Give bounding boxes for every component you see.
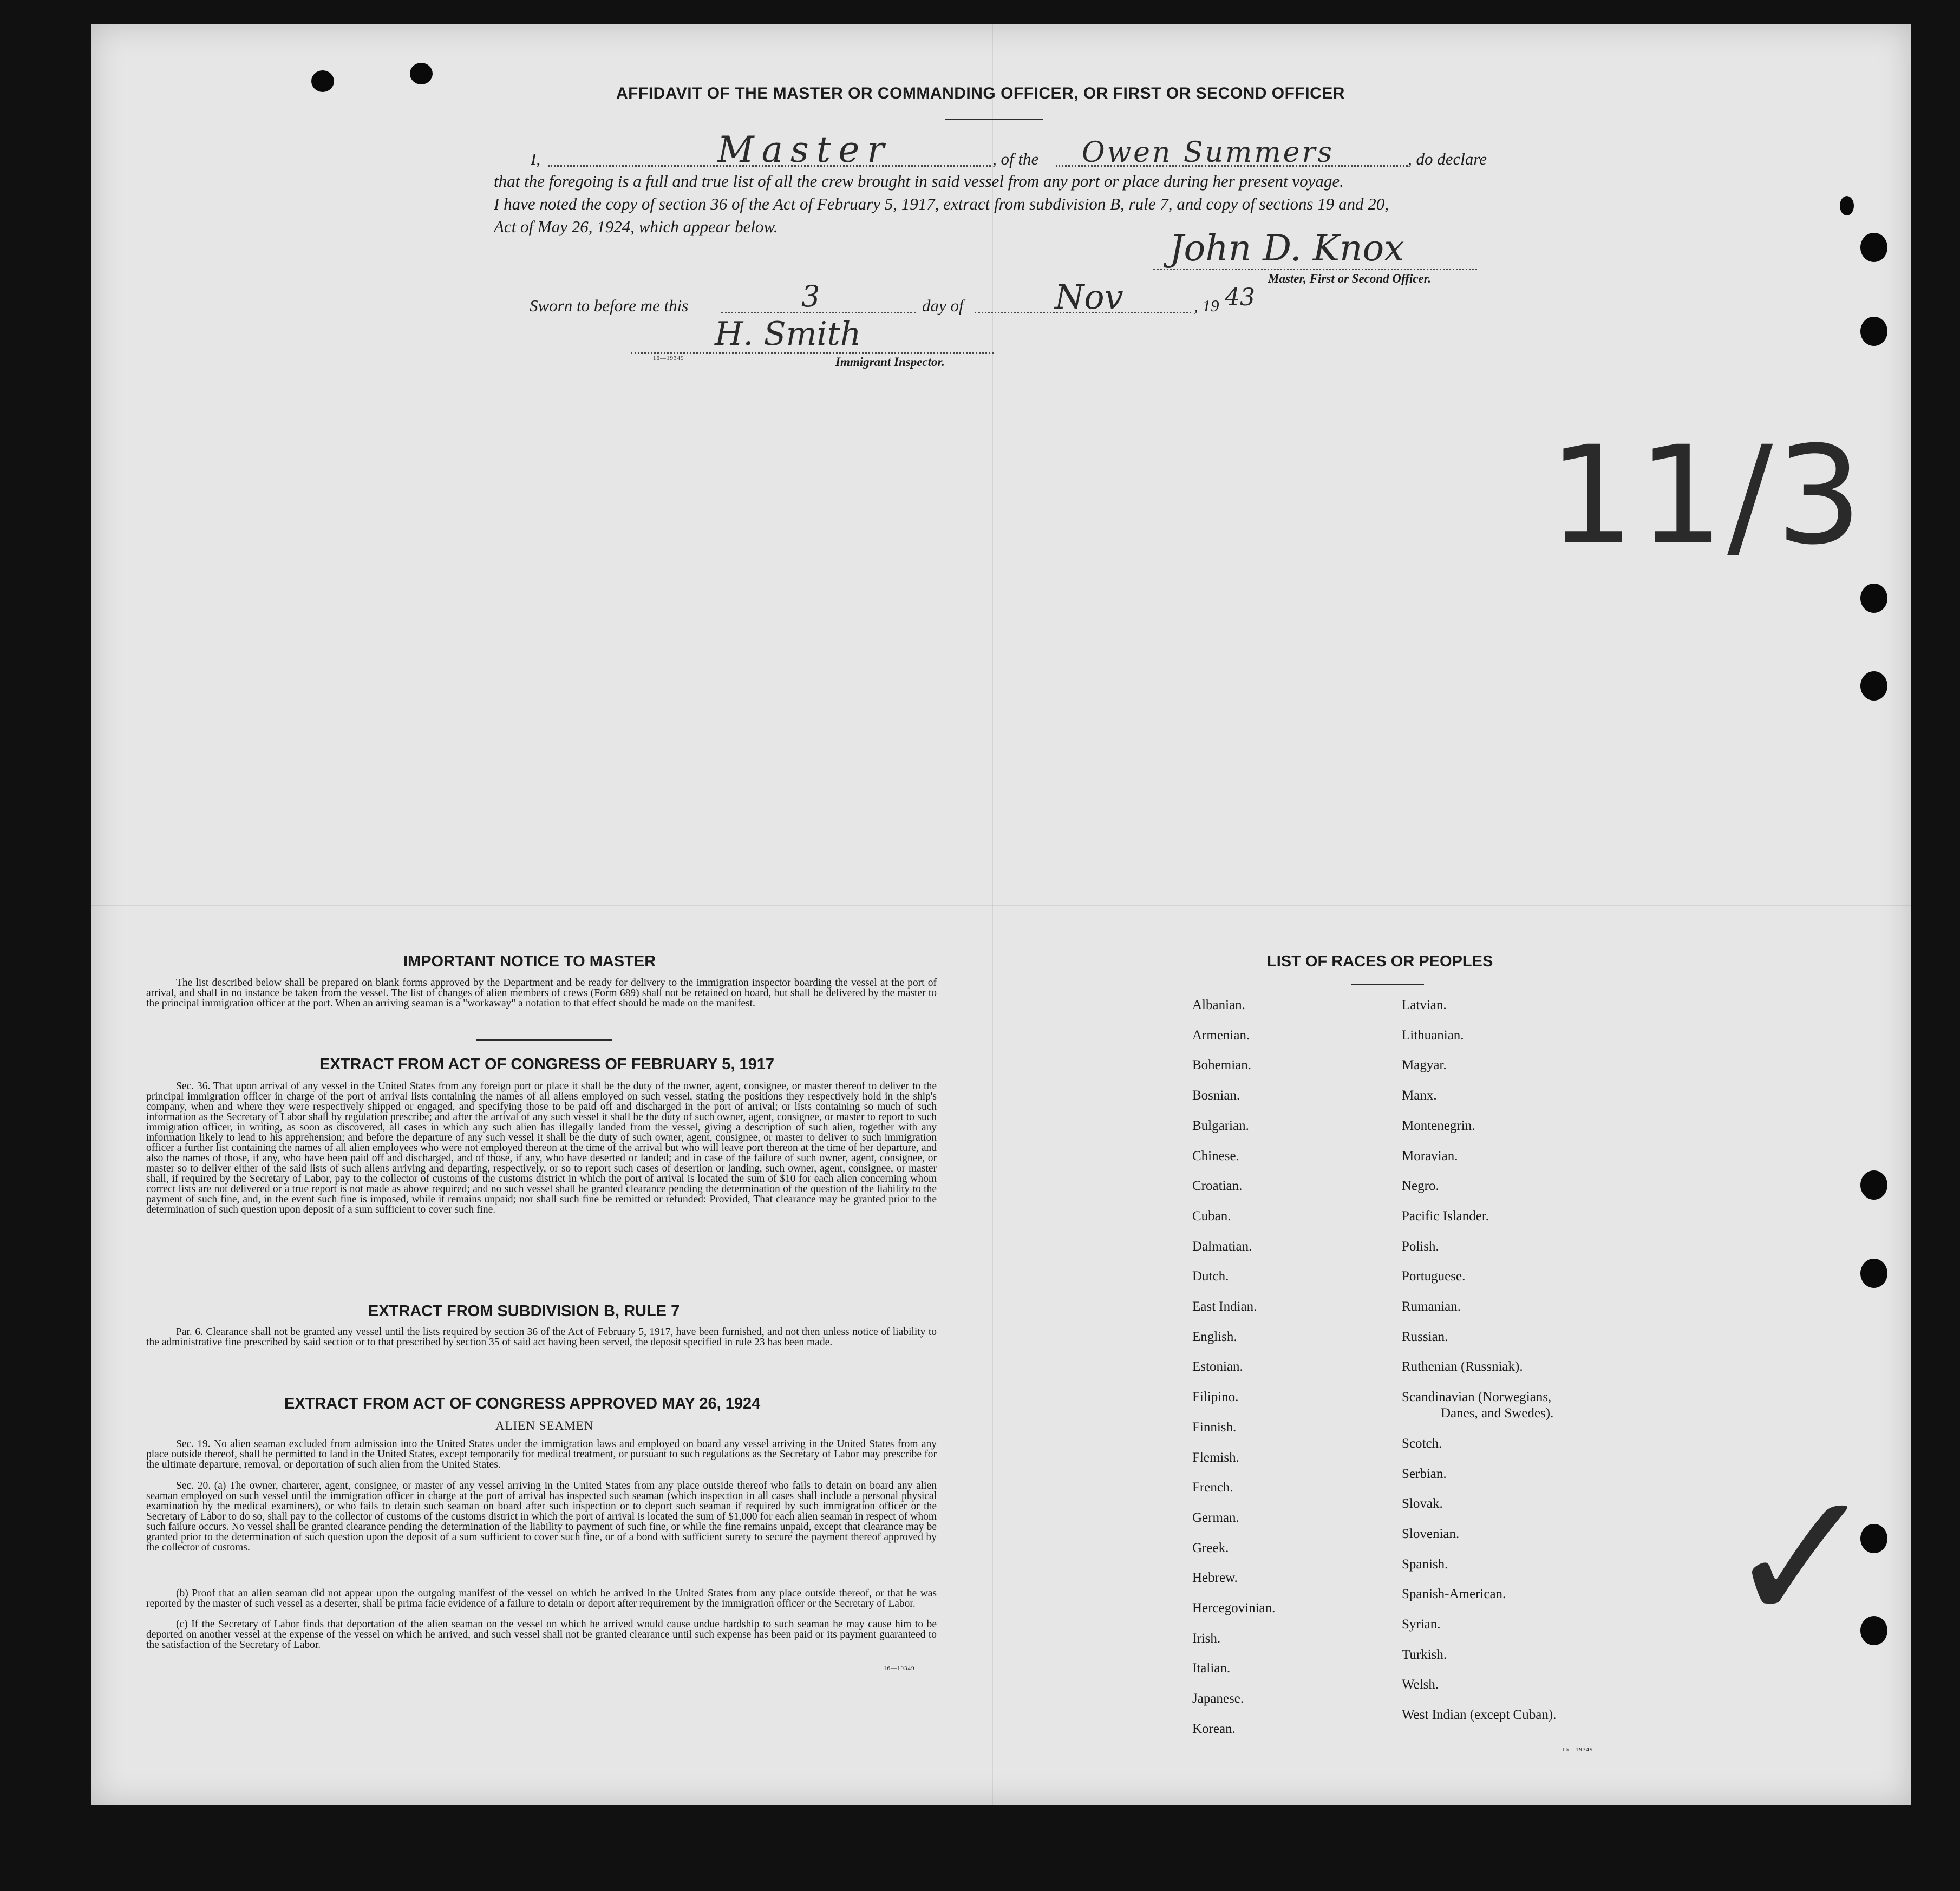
affidavit-line-2: that the foregoing is a full and true list of all the crew brought in said vessel from any port or place during her present voyage. bbox=[494, 172, 1344, 191]
check-mark-annotation: ✓ bbox=[1724, 1451, 1879, 1665]
i-label: I, bbox=[531, 149, 541, 168]
fold-line-vertical bbox=[992, 24, 993, 1805]
binder-hole-small bbox=[1840, 196, 1854, 215]
master-signature: John D. Knox bbox=[1170, 227, 1404, 269]
race-item: Greek. bbox=[1192, 1540, 1229, 1555]
race-item: Lithuanian. bbox=[1402, 1028, 1464, 1043]
race-item: Hercegovinian. bbox=[1192, 1601, 1276, 1615]
race-item: Hebrew. bbox=[1192, 1571, 1238, 1586]
inspector-signature-line[interactable] bbox=[631, 352, 994, 354]
race-item: Italian. bbox=[1192, 1661, 1231, 1676]
fold-line-horizontal bbox=[91, 905, 1911, 906]
race-item: Magyar. bbox=[1402, 1058, 1447, 1073]
signature-caption: Master, First or Second Officer. bbox=[1268, 272, 1432, 285]
race-item: Scotch. bbox=[1402, 1436, 1442, 1451]
extract-rule7-text: Par. 6. Clearance shall not be granted any vessel until the lists required by section 36 of the Act of February 5, 1917, have been furnished, and not then unless notice of liability to the administrative fine prescribed by said section or to that prescribed by section 35 of said act having been served, the deposit specified in rule 23 has been made. bbox=[146, 1326, 937, 1348]
race-item: Rumanian. bbox=[1402, 1299, 1461, 1314]
binder-hole bbox=[1860, 671, 1887, 701]
day-field-value: 3 bbox=[801, 279, 820, 313]
race-item: Croatian. bbox=[1192, 1179, 1243, 1194]
binder-hole bbox=[1860, 233, 1887, 262]
name-field-value: Master bbox=[717, 129, 892, 171]
race-item: Armenian. bbox=[1192, 1028, 1250, 1043]
binder-hole-small bbox=[311, 70, 334, 92]
race-item: Korean. bbox=[1192, 1721, 1236, 1736]
race-item: Bohemian. bbox=[1192, 1058, 1252, 1073]
race-item: Moravian. bbox=[1402, 1148, 1458, 1163]
race-item: Slovenian. bbox=[1402, 1526, 1460, 1541]
sec-20c-text: (c) If the Secretary of Labor finds that deportation of the alien seaman on the vessel on which he arrived would cause undue hardship to such seaman he may cause him to be deported on another vessel at the expense of the vessel on which he arrived, and such vessel shall not be granted clearance until such expense has been paid or its payment guaranteed to the satisfaction of the Secretary of Labor. bbox=[146, 1619, 937, 1651]
notice-divider bbox=[476, 1039, 612, 1041]
inspector-signature: H. Smith bbox=[715, 315, 861, 353]
race-item: Bosnian. bbox=[1192, 1088, 1240, 1103]
day-of-label: day of bbox=[922, 296, 964, 315]
race-item: Welsh. bbox=[1402, 1677, 1439, 1692]
sec-20b-text: (b) Proof that an alien seaman did not appear upon the outgoing manifest of the vessel on which he arrived in the United States from any place outside thereof, or that he was reported by the master of such vessel as a deserter, shall be prima facie evidence of a failure to detain or deport after requirement by the immigration officer or the Secretary of Labor. bbox=[146, 1588, 937, 1609]
extract-1917-heading: EXTRACT FROM ACT OF CONGRESS OF FEBRUARY 5, 1917 bbox=[319, 1056, 775, 1073]
extract-1917-text: Sec. 36. That upon arrival of any vessel in the United States from any foreign port or place it shall be the duty of the owner, agent, consignee, or master thereof to deliver to the principal immigration officer in charge of the port of arrival lists containing the names of all aliens employed on such vessel, stating the positions they respectively hold in the ship's company, when and where they were respectively shipped or engaged, and specifying those to be paid off and discharged in the port of arrival; or lists containing so much of such information as the Secretary of Labor shall by regulation prescribe; and after the arrival of any such vessel it shall be the duty of such owner, agent, consignee, or master to report to such immigration officer, in writing, as soon as discovered, all cases in which any such alien has illegally landed from the vessel, giving a description of such alien, together with any information likely to lead to his apprehension; and before the departure of any such vessel it shall be the duty of such owner, agent, consignee, or master to deliver to such immigration officer a further list containing the names of all alien employees who were not employed thereon at the time of the arrival but who will leave port thereon at the time of her departure, and also the names of those, if any, who have been paid off and discharged, and of those, if any, who have deserted or landed; and in case of the failure of such owner, agent, consignee, or master so to deliver either of the said lists of such aliens arriving and departing, respectively, or so to report such cases of desertion or landing, such owner, agent, consignee, or master shall, if required by the Secretary of Labor, pay to the collector of customs of the customs district in which the port of arrival is located the sum of $10 for each alien concerning whom correct lists are not delivered or a true report is not made as above required; and no such vessel shall be granted clearance pending the determination of the question of the liability to the payment of such fine, and, in the event such fine is imposed, while it remains unpaid; nor shall such fine be remitted or refunded: Provided, That clearance may be granted prior to the determination of such question upon deposit of a sum sufficient to cover such fine. bbox=[146, 1081, 937, 1215]
race-item: Dutch. bbox=[1192, 1269, 1229, 1284]
notice-heading: IMPORTANT NOTICE TO MASTER bbox=[403, 953, 656, 970]
extract-form-number: 16—19349 bbox=[884, 1665, 915, 1672]
sec-19-text: Sec. 19. No alien seaman excluded from admission into the United States under the immigration laws and employed on board any vessel arriving in the United States from any place outside thereof, shall be permitted to land in the United States, except temporarily for medical treatment, or pursuant to such regulations as the Secretary of Labor may prescribe for the ultimate departure, removal, or deportation of such alien from the United States. bbox=[146, 1438, 937, 1470]
race-item: Cuban. bbox=[1192, 1208, 1231, 1223]
affidavit-form-number: 16—19349 bbox=[653, 355, 684, 362]
race-item: Portuguese. bbox=[1402, 1269, 1466, 1284]
race-item: Ruthenian (Russniak). bbox=[1402, 1359, 1523, 1375]
vessel-field-value: Owen Summers bbox=[1082, 136, 1334, 169]
affidavit-line-4: Act of May 26, 1924, which appear below. bbox=[494, 217, 778, 236]
race-item: East Indian. bbox=[1192, 1299, 1257, 1314]
affidavit-title: AFFIDAVIT OF THE MASTER OR COMMANDING OFFICER, OR FIRST OR SECOND OFFICER bbox=[616, 84, 1345, 102]
binder-hole bbox=[1860, 584, 1887, 613]
race-item: Latvian. bbox=[1402, 998, 1447, 1012]
race-item: Flemish. bbox=[1192, 1450, 1239, 1465]
notice-text: The list described below shall be prepared on blank forms approved by the Department and be ready for delivery to the immigration inspector boarding the vessel at the port of arrival, and shall in no instance be taken from the vessel. The list of changes of alien members of crews (Form 689) shall not be retained on board, but shall be delivered by the master to the principal immigration officer at the port. When an arriving seaman is a "workaway" a notation to that effect should be made on the manifest. bbox=[146, 977, 937, 1009]
affidavit-line-3: I have noted the copy of section 36 of the Act of February 5, 1917, extract from subdivision B, rule 7, and copy of sections 19 and 20, bbox=[494, 194, 1389, 213]
race-item: Japanese. bbox=[1192, 1691, 1244, 1706]
race-item: Russian. bbox=[1402, 1329, 1448, 1344]
race-item: English. bbox=[1192, 1329, 1237, 1344]
race-item: Chinese. bbox=[1192, 1148, 1239, 1163]
binder-hole bbox=[1860, 1170, 1887, 1200]
year-field-value: 43 bbox=[1225, 284, 1255, 311]
race-item: Dalmatian. bbox=[1192, 1239, 1252, 1254]
race-item: Irish. bbox=[1192, 1631, 1221, 1646]
race-item: Syrian. bbox=[1402, 1617, 1441, 1632]
race-item: Filipino. bbox=[1192, 1390, 1239, 1405]
race-item: French. bbox=[1192, 1480, 1233, 1495]
do-declare-label: , do declare bbox=[1408, 149, 1487, 168]
race-item: German. bbox=[1192, 1510, 1239, 1525]
race-item: Pacific Islander. bbox=[1402, 1208, 1489, 1223]
year-prefix: , 19 bbox=[1194, 296, 1219, 315]
inspector-caption: Immigrant Inspector. bbox=[835, 355, 945, 369]
extract-1924-heading: EXTRACT FROM ACT OF CONGRESS APPROVED MAY 26, 1924 bbox=[284, 1395, 761, 1412]
race-item: Turkish. bbox=[1402, 1647, 1447, 1662]
title-underline bbox=[945, 119, 1043, 120]
race-item: Bulgarian. bbox=[1192, 1118, 1249, 1133]
of-the-label: , of the bbox=[992, 149, 1039, 168]
race-item: Estonian. bbox=[1192, 1359, 1243, 1375]
month-field-value: Nov bbox=[1055, 277, 1123, 317]
race-item: Scandinavian (Norwegians, bbox=[1402, 1390, 1552, 1405]
race-item: Serbian. bbox=[1402, 1466, 1447, 1481]
races-divider bbox=[1351, 984, 1424, 985]
race-item: Manx. bbox=[1402, 1088, 1437, 1103]
race-item: Slovak. bbox=[1402, 1496, 1443, 1512]
signature-line[interactable] bbox=[1153, 269, 1477, 270]
page-mark-annotation: 11/3 bbox=[1549, 417, 1866, 574]
races-heading: LIST OF RACES OR PEOPLES bbox=[1267, 953, 1493, 970]
races-form-number: 16—19349 bbox=[1562, 1746, 1593, 1753]
extract-rule7-heading: EXTRACT FROM SUBDIVISION B, RULE 7 bbox=[368, 1303, 680, 1320]
race-item: Finnish. bbox=[1192, 1419, 1237, 1435]
race-item: Danes, and Swedes). bbox=[1441, 1406, 1554, 1421]
race-item: Negro. bbox=[1402, 1179, 1439, 1194]
binder-hole bbox=[1860, 1259, 1887, 1288]
race-item: Spanish. bbox=[1402, 1556, 1448, 1572]
race-item: Montenegrin. bbox=[1402, 1118, 1475, 1133]
race-item: Albanian. bbox=[1192, 998, 1245, 1012]
race-item: Spanish-American. bbox=[1402, 1587, 1506, 1602]
race-item: Polish. bbox=[1402, 1239, 1439, 1254]
sworn-label: Sworn to before me this bbox=[530, 296, 689, 315]
binder-hole-small bbox=[410, 63, 433, 84]
race-item: West Indian (except Cuban). bbox=[1402, 1707, 1557, 1723]
sec-20a-text: Sec. 20. (a) The owner, charterer, agent, consignee, or master of any vessel arriving in the United States from any place outside thereof who fails to detain on board any alien seaman employed on such vessel until the immigration officer in charge at the port of arrival has inspected such seaman (which inspection in all cases shall include a personal physical examination by the medical examiners), or who fails to detain such seaman on board after such inspection or to deport such seaman if required by such immigration officer or the Secretary of Labor to do so, shall pay to the collector of customs of the customs district in which the port of arrival is located the sum of $1,000 for each alien seaman in respect of whom such failure occurs. No vessel shall be granted clearance pending the determination of the liability to payment of such fine, or while the fine remains unpaid, except that clearance may be granted prior to the determination of such question upon the deposit of a sum sufficient to cover such fine, or of a bond with sufficient surety to secure the payment thereof approved by the collector of customs. bbox=[146, 1480, 937, 1553]
alien-seamen-subheading: ALIEN SEAMEN bbox=[495, 1419, 594, 1432]
binder-hole bbox=[1860, 317, 1887, 346]
